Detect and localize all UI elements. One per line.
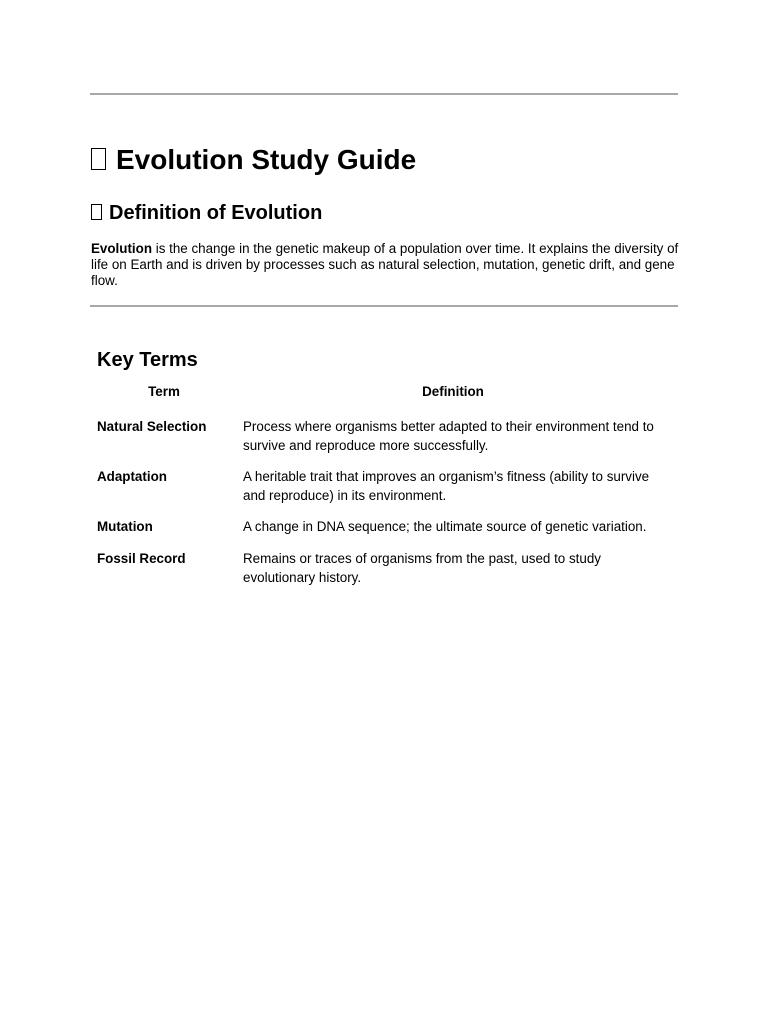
missing-glyph-icon	[91, 204, 102, 220]
page-title-text: Evolution Study Guide	[116, 144, 417, 175]
term-cell: Natural Selection	[97, 419, 207, 434]
definition-cell: Remains or traces of organisms from the past, used to study evolutionary history.	[243, 551, 601, 585]
column-header-term: Term	[148, 384, 180, 399]
definition-heading	[91, 200, 322, 226]
definition-cell: A change in DNA sequence; the ultimate source of genetic variation.	[243, 519, 647, 534]
term-cell: Fossil Record	[97, 551, 186, 566]
key-terms-heading: Key Terms	[97, 349, 198, 371]
column-header-definition: Definition	[422, 384, 484, 399]
top-divider	[90, 93, 678, 95]
term-cell: Mutation	[97, 519, 153, 534]
section-divider	[90, 305, 678, 307]
term-cell: Adaptation	[97, 469, 167, 484]
definition-cell: Process where organisms better adapted to their environment tend to survive and reproduce more successfully.	[243, 419, 654, 453]
missing-glyph-icon	[91, 148, 106, 170]
definition-heading-text: Definition of Evolution	[109, 202, 323, 224]
definition-paragraph	[91, 241, 681, 289]
definition-cell: A heritable trait that improves an organism’s fitness (ability to survive and reproduce) in its environment.	[243, 469, 650, 503]
definition-body: is the change in the genetic makeup of a population over time. It explains the diversity of life on Earth and is driven by processes such as natural selection, mutation, genetic drift, and gene flow.	[91, 241, 679, 288]
page-title	[91, 142, 416, 178]
definition-term: Evolution	[91, 241, 152, 256]
